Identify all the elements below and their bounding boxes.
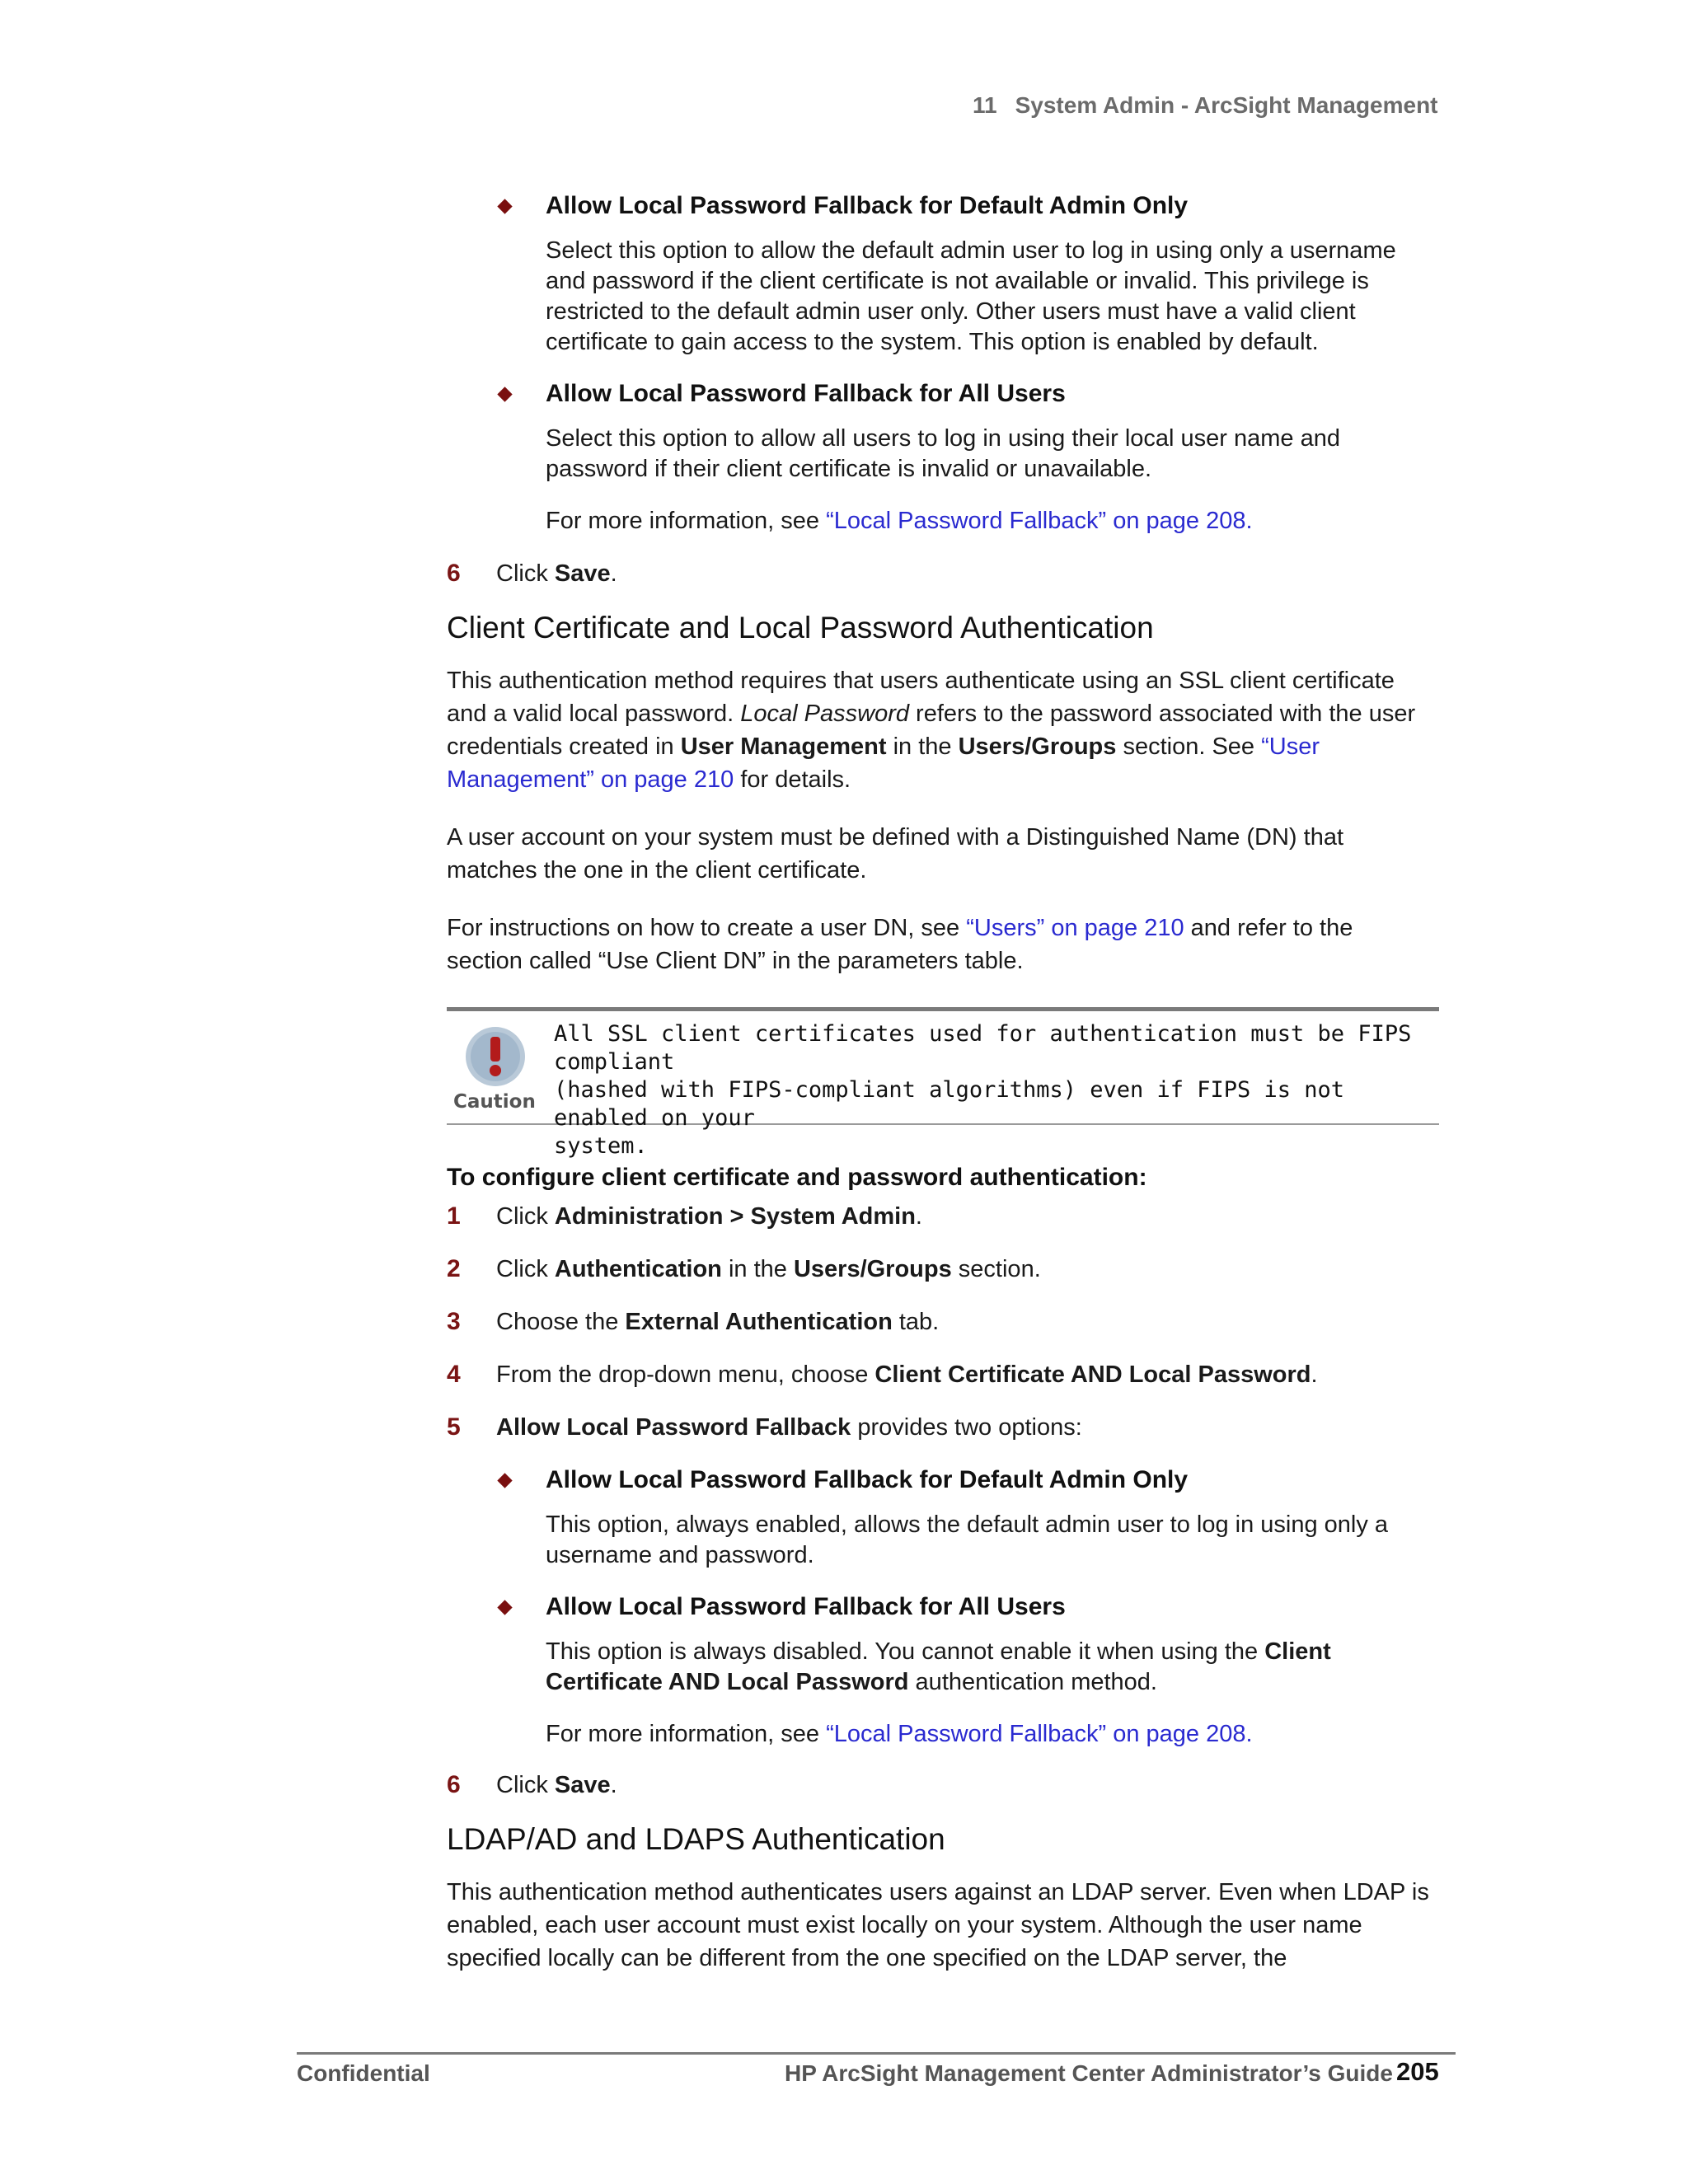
text: . — [1245, 508, 1253, 534]
text: credentials created in — [447, 733, 681, 760]
bullet-title: Allow Local Password Fallback for Default Admin Only — [546, 192, 1189, 219]
text: This option is always disabled. You cannot enable it when using the — [546, 1638, 1265, 1665]
text-line — [447, 730, 1452, 763]
caution-label: Caution — [453, 1091, 536, 1113]
bullet-description — [546, 1508, 1452, 1572]
ui-term: Client Certificate AND Local Password — [874, 1361, 1311, 1388]
text-line: and password if the client certificate is not available or invalid. This privilege is — [546, 268, 1369, 294]
text: . — [915, 1203, 922, 1230]
cross-reference-link[interactable]: “Local Password Fallback” on page 208 — [826, 508, 1246, 534]
chapter-title: System Admin - ArcSight Management — [1015, 92, 1438, 118]
text: For more information, see — [546, 508, 827, 534]
text: Click — [496, 1772, 555, 1798]
text: Click — [496, 1256, 555, 1282]
text: refers to the password associated with the user — [908, 701, 1416, 727]
text-line: Select this option to allow the default admin user to log in using only a username — [546, 237, 1396, 264]
step-text — [496, 1411, 1082, 1444]
step-number: 4 — [447, 1361, 461, 1388]
text: provides two options: — [851, 1414, 1082, 1441]
step-number: 3 — [447, 1308, 461, 1335]
procedure-title: To configure client certificate and password authentication: — [447, 1164, 1147, 1191]
ui-term: Save — [554, 1772, 611, 1798]
step-text — [496, 1358, 1318, 1391]
step-text — [496, 1769, 617, 1802]
text: Click — [496, 1203, 555, 1230]
running-header — [973, 92, 1438, 119]
ui-term: Client — [1264, 1638, 1331, 1665]
section-heading: LDAP/AD and LDAPS Authentication — [447, 1822, 945, 1856]
step-number: 2 — [447, 1255, 461, 1282]
footer-document-title: HP ArcSight Management Center Administrator’s Guide — [785, 2060, 1393, 2086]
ui-term: Save — [554, 560, 611, 587]
text-line — [546, 1635, 1452, 1668]
text: and a valid local password. — [447, 701, 741, 727]
text-line: system. — [554, 1133, 648, 1159]
caution-text — [554, 1020, 1444, 1160]
text: tab. — [892, 1309, 940, 1335]
paragraph — [447, 1876, 1452, 1975]
bullet-description — [546, 422, 1452, 485]
footer-confidential: Confidential — [297, 2060, 430, 2086]
bullet-description — [546, 234, 1452, 359]
page-number: 205 — [1396, 2057, 1439, 2086]
text: in the — [721, 1256, 794, 1282]
paragraph — [447, 821, 1452, 887]
caution-icon — [462, 1025, 529, 1093]
text-line: matches the one in the client certificate. — [447, 857, 867, 883]
paragraph — [447, 912, 1452, 977]
step-text — [496, 557, 617, 590]
cross-reference-link[interactable]: “Users” on page 210 — [966, 915, 1184, 941]
step-text — [496, 1253, 1041, 1286]
text-line: certificate to gain access to the system. This option is enabled by default. — [546, 329, 1319, 355]
emphasis: Local Password — [740, 701, 909, 727]
text-line: enabled, each user account must exist locally on your system. Although the user name — [447, 1912, 1362, 1938]
text: and refer to the — [1184, 915, 1353, 941]
text: For instructions on how to create a user DN, see — [447, 915, 967, 941]
chapter-number: 11 — [973, 92, 997, 118]
text-line: restricted to the default admin user only. Other users must have a valid client — [546, 298, 1356, 325]
text: . — [610, 1772, 617, 1798]
text-line: section called “Use Client DN” in the parameters table. — [447, 948, 1024, 974]
text: section. — [951, 1256, 1041, 1282]
bullet-diamond-icon — [497, 1473, 512, 1488]
step-number: 6 — [447, 560, 461, 587]
text-line: This authentication method authenticates users against an LDAP server. Even when LDAP is — [447, 1879, 1429, 1905]
ui-term: External Authentication — [625, 1309, 893, 1335]
step-number: 5 — [447, 1413, 461, 1441]
ui-term: Users/Groups — [793, 1256, 952, 1282]
bullet-title: Allow Local Password Fallback for Default Admin Only — [546, 1466, 1189, 1493]
text: section. See — [1116, 733, 1262, 760]
step-number: 1 — [447, 1202, 461, 1230]
ui-term: User Management — [680, 733, 887, 760]
text-line — [447, 912, 1452, 944]
text-line: All SSL client certificates used for authentication must be FIPS compliant — [554, 1021, 1412, 1075]
bullet-diamond-icon — [497, 387, 512, 401]
paragraph — [447, 664, 1452, 796]
text-line: (hashed with FIPS-compliant algorithms) even if FIPS is not enabled on your — [554, 1077, 1345, 1131]
text-line: A user account on your system must be defined with a Distinguished Name (DN) that — [447, 824, 1344, 851]
section-heading: Client Certificate and Local Password Authentication — [447, 611, 1154, 644]
text: for details. — [734, 766, 851, 793]
text: For more information, see — [546, 1721, 827, 1747]
ui-term: Allow Local Password Fallback — [496, 1414, 851, 1441]
text-line: This option, always enabled, allows the default admin user to log in using only a — [546, 1511, 1389, 1538]
bullet-description — [546, 1635, 1452, 1699]
text: . — [610, 560, 617, 587]
ui-term: Authentication — [554, 1256, 722, 1282]
text-line: password if their client certificate is invalid or unavailable. — [546, 456, 1152, 482]
bullet-diamond-icon — [497, 199, 512, 213]
cross-reference-link[interactable]: “Local Password Fallback” on page 208. — [826, 1721, 1253, 1747]
footer-divider — [297, 2052, 1456, 2055]
bullet-title: Allow Local Password Fallback for All Users — [546, 380, 1066, 407]
text-line — [546, 1666, 1452, 1699]
text-line — [447, 697, 1452, 730]
text: authentication method. — [908, 1669, 1157, 1695]
cross-reference-link[interactable]: Management” on page 210 — [447, 766, 734, 793]
text-line — [447, 763, 1452, 796]
text-line: Select this option to allow all users to log in using their local user name and — [546, 425, 1340, 452]
text: Click — [496, 560, 555, 587]
more-info — [546, 504, 1253, 537]
text: in the — [886, 733, 959, 760]
more-info — [546, 1718, 1253, 1750]
text: . — [1311, 1361, 1318, 1388]
bullet-diamond-icon — [497, 1600, 512, 1615]
step-text — [496, 1305, 939, 1338]
ui-term: Certificate AND Local Password — [546, 1669, 909, 1695]
ui-term: Administration > System Admin — [554, 1203, 916, 1230]
cross-reference-link[interactable]: “User — [1261, 733, 1320, 760]
ui-term: Users/Groups — [958, 733, 1117, 760]
text: From the drop-down menu, choose — [496, 1361, 875, 1388]
text-line: username and password. — [546, 1542, 814, 1568]
text: Choose the — [496, 1309, 626, 1335]
text-line: This authentication method requires that users authenticate using an SSL client certificate — [447, 668, 1395, 694]
step-text — [496, 1200, 922, 1233]
bullet-title: Allow Local Password Fallback for All Users — [546, 1593, 1066, 1620]
text-line: specified locally can be different from the one specified on the LDAP server, the — [447, 1945, 1287, 1971]
step-number: 6 — [447, 1771, 461, 1798]
